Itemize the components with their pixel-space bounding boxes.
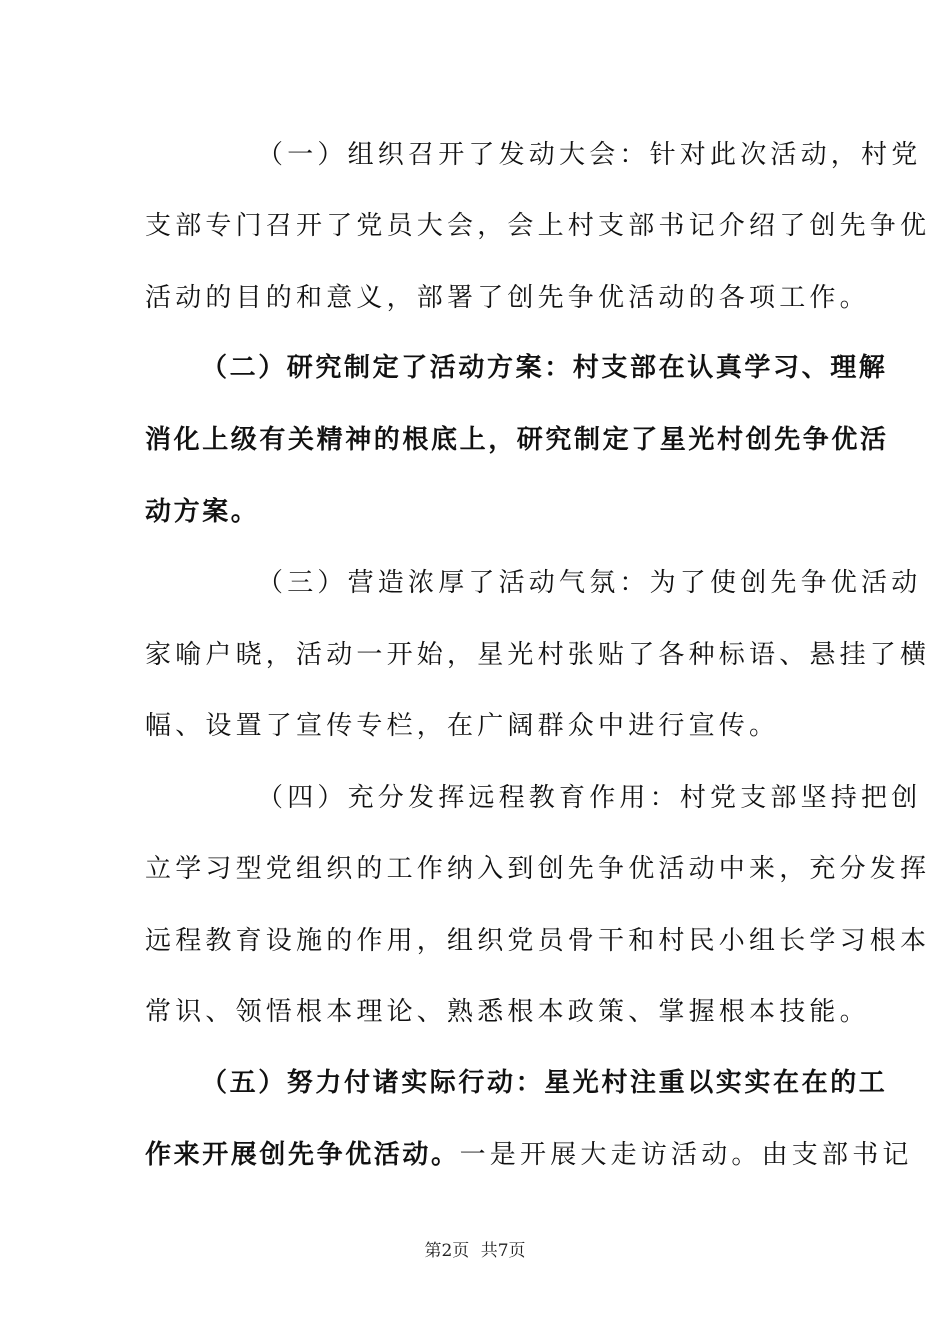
paragraph-3-line-2: 家喻户晓，活动一开始，星光村张贴了各种标语、悬挂了横 [145, 640, 931, 670]
paragraph-5-line-2-bold: 作来开展创先争优活动。 [145, 1140, 460, 1170]
paragraph-2-line-2: 消化上级有关精神的根底上，研究制定了星光村创先争优活 [145, 425, 889, 455]
paragraph-1-line-3: 活动的目的和意义，部署了创先争优活动的各项工作。 [145, 283, 870, 313]
paragraph-3-line-1: （三）营造浓厚了活动气氛：为了使创先争优活动 [257, 568, 922, 598]
paragraph-3-line-3: 幅、设置了宣传专栏，在广阔群众中进行宣传。 [145, 711, 780, 741]
page-number: 第2页 [424, 1241, 470, 1261]
paragraph-2-line-1: （二）研究制定了活动方案：村支部在认真学习、理解 [201, 353, 888, 383]
paragraph-4-line-1: （四）充分发挥远程教育作用：村党支部坚持把创 [257, 783, 922, 813]
paragraph-5-line-2 [145, 1137, 913, 1173]
paragraph-1-line-1: （一）组织召开了发动大会：针对此次活动，村党 [257, 140, 922, 170]
paragraph-4-line-3: 远程教育设施的作用，组织党员骨干和村民小组长学习根本 [145, 926, 931, 956]
page-footer [0, 1240, 950, 1262]
paragraph-1-line-2: 支部专门召开了党员大会，会上村支部书记介绍了创先争优 [145, 211, 931, 241]
paragraph-4-line-4: 常识、领悟根本理论、熟悉根本政策、掌握根本技能。 [145, 997, 870, 1027]
paragraph-5-line-1: （五）努力付诸实际行动：星光村注重以实实在在的工 [201, 1068, 888, 1098]
page-total: 共7页 [480, 1241, 526, 1261]
paragraph-4-line-2: 立学习型党组织的工作纳入到创先争优活动中来，充分发挥 [145, 854, 931, 884]
paragraph-5-line-2-regular: 一是开展大走访活动。由支部书记 [459, 1140, 913, 1170]
paragraph-2-line-3: 动方案。 [145, 497, 260, 527]
